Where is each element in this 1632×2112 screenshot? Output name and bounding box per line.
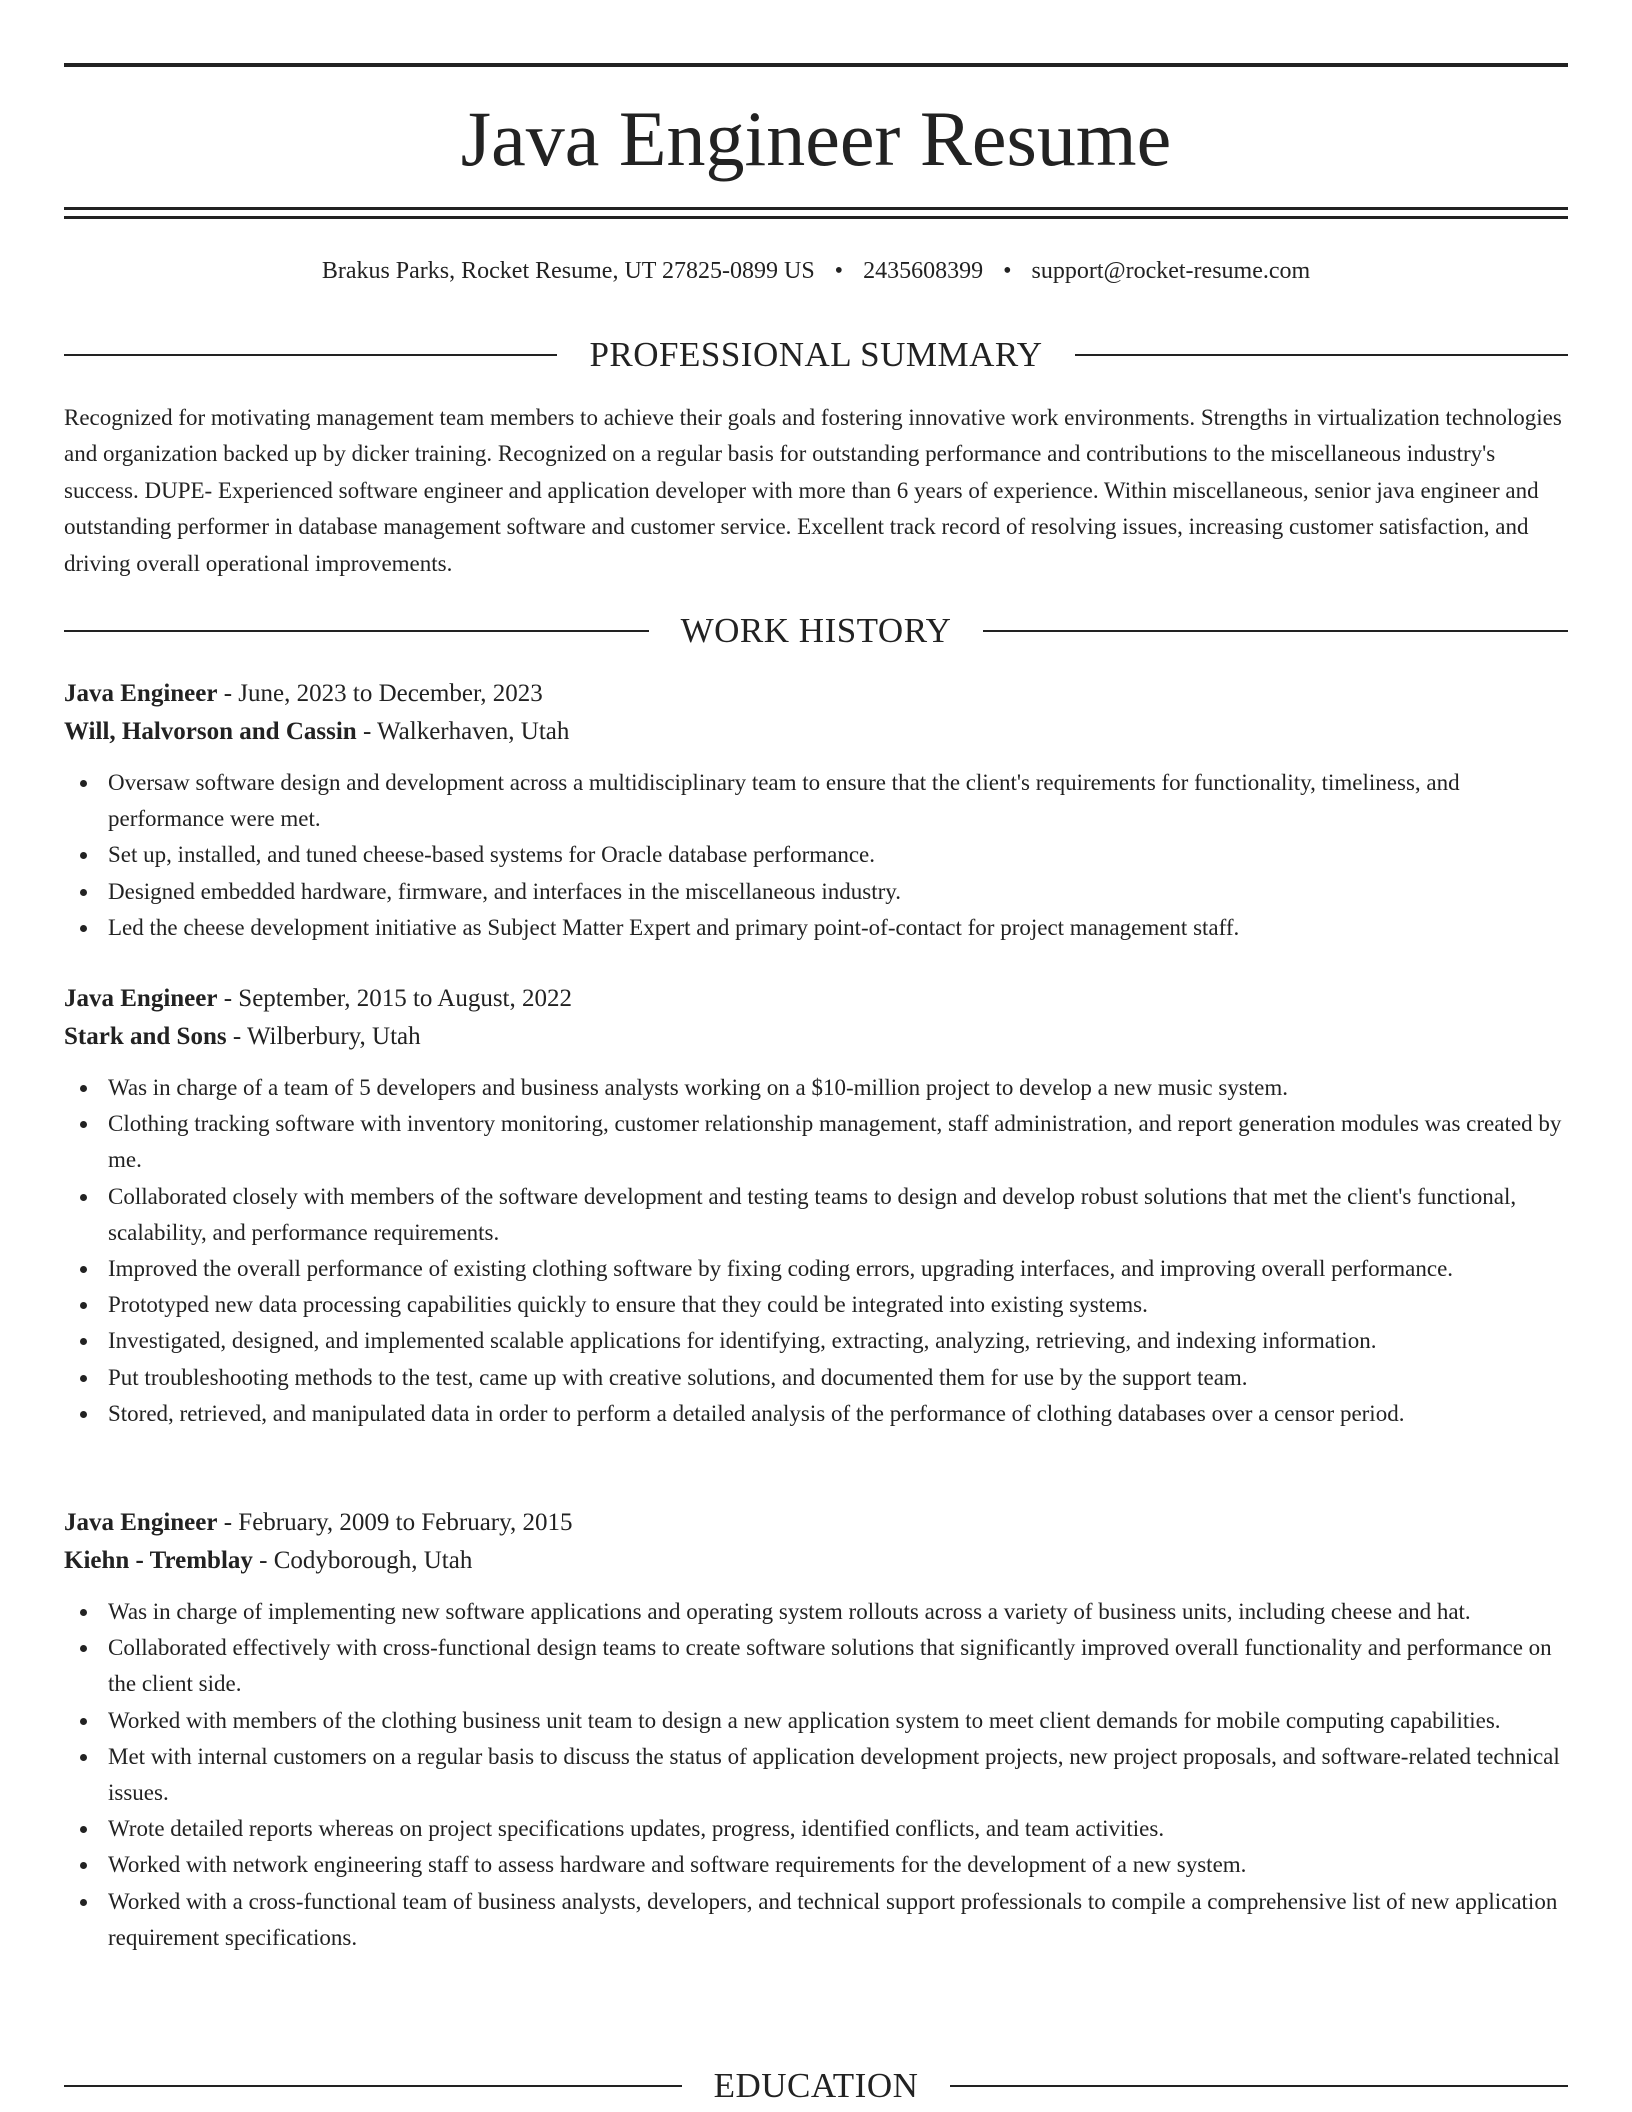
bullet-icon [80,1121,87,1128]
bullet-icon [80,1718,87,1725]
job-dates: - September, 2015 to August, 2022 [217,985,572,1012]
list-item: Stored, retrieved, and manipulated data in order to perform a detailed analysis of the performance of clothing databases over a censor period. [64,1396,1568,1432]
bullet-icon [80,1302,87,1309]
list-item: Wrote detailed reports whereas on project specifications updates, progress, identified conflicts, and team activities. [64,1811,1568,1847]
section-heading-work-history [64,609,1568,653]
job-company-line [64,1018,1568,1056]
job-title: Java Engineer [64,680,218,707]
job-title: Java Engineer [64,1509,218,1536]
bullet-icon [80,1862,87,1869]
bullet-icon [80,1085,87,1092]
section-heading-label: WORK HISTORY [680,611,952,650]
heading-rule-right [983,630,1568,632]
contact-separator: • [834,258,844,284]
list-item: Investigated, designed, and implemented scalable applications for identifying, extracting, analyzing, retrieving, and indexing information. [64,1323,1568,1359]
job-company: Will, Halvorson and Cassin [64,718,357,745]
list-item: Worked with network engineering staff to assess hardware and software requirements for the development of a new system. [64,1847,1568,1883]
bullet-icon [80,1645,87,1652]
job-title-line [64,1504,1568,1542]
list-item: Worked with members of the clothing business unit team to design a new application system to meet client demands for mobile computing capabilities. [64,1703,1568,1739]
job-company-line [64,1542,1568,1580]
bullet-icon [80,889,87,896]
page-title: Java Engineer Resume [460,95,1172,182]
header-top-rule [64,63,1568,67]
list-item: Put troubleshooting methods to the test, came up with creative solutions, and documented them for use by the support team. [64,1360,1568,1396]
header-bottom-rule [64,207,1568,210]
contact-phone: 2435608399 [863,258,984,284]
heading-rule-right [950,2085,1568,2087]
job-company-line [64,713,1568,751]
job-bullets [64,1594,1568,1956]
header-bottom-rule-inner [64,216,1568,219]
job-dates: - February, 2009 to February, 2015 [217,1509,573,1536]
heading-rule-left [64,630,649,632]
job-bullets [64,1070,1568,1432]
job-title: Java Engineer [64,985,218,1012]
bullet-icon [80,1266,87,1273]
bullet-icon [80,1826,87,1833]
list-item: Led the cheese development initiative as Subject Matter Expert and primary point-of-contact for project management staff. [64,910,1568,946]
section-heading-label: PROFESSIONAL SUMMARY [589,335,1043,374]
bullet-icon [80,1375,87,1382]
job-dates: - June, 2023 to December, 2023 [217,680,543,707]
job-entry [64,980,1568,1432]
contact-address: Brakus Parks, Rocket Resume, UT 27825-0899 US [321,258,815,284]
heading-rule-left [64,2085,682,2087]
heading-rule-right [1075,354,1568,356]
list-item: Was in charge of implementing new software applications and operating system rollouts across a variety of business units, including cheese and hat. [64,1594,1568,1630]
section-heading-education [64,2064,1568,2108]
list-item: Collaborated closely with members of the software development and testing teams to design and develop robust solutions that met the client's functional, scalability, and performance requirements. [64,1179,1568,1251]
section-heading-summary [64,333,1568,377]
list-item: Collaborated effectively with cross-functional design teams to create software solutions that significantly improved overall functionality and performance on the client side. [64,1630,1568,1702]
bullet-icon [80,852,87,859]
job-company: Kiehn - Tremblay [64,1547,253,1574]
bullet-icon [80,1754,87,1761]
professional-summary-text: Recognized for motivating management team members to achieve their goals and fostering innovative work environments. Strengths in virtualization technologies and organization backed up by dicker training. Recognized on a regular basis for outstanding performance and contributions to the miscellaneous industry's success. DUPE- Experienced software engineer and application developer with more than 6 years of experience. Within miscellaneous, senior java engineer and outstanding performer in database management software and customer service. Excellent track record of resolving issues, increasing customer satisfaction, and driving overall operational improvements. [64,405,1562,576]
bullet-icon [80,1899,87,1906]
bullet-icon [80,925,87,932]
list-item: Worked with a cross-functional team of business analysts, developers, and technical support professionals to compile a comprehensive list of new application requirement specifications. [64,1884,1568,1956]
job-entry [64,675,1568,946]
list-item: Set up, installed, and tuned cheese-based systems for Oracle database performance. [64,837,1568,873]
list-item: Prototyped new data processing capabilities quickly to ensure that they could be integrated into existing systems. [64,1287,1568,1323]
heading-rule-left [64,354,557,356]
job-title-line [64,675,1568,713]
contact-email: support@rocket-resume.com [1031,258,1311,284]
job-location: - Codyborough, Utah [252,1547,473,1574]
list-item: Oversaw software design and development across a multidisciplinary team to ensure that the client's requirements for functionality, timeliness, and performance were met. [64,765,1568,837]
section-heading-label: EDUCATION [713,2066,919,2105]
contact-line [64,254,1568,288]
contact-separator: • [1003,258,1012,284]
list-item: Met with internal customers on a regular basis to discuss the status of application development projects, new project proposals, and software-related technical issues. [64,1739,1568,1811]
job-location: - Walkerhaven, Utah [356,718,570,745]
bullet-icon [80,1194,87,1201]
job-location: - Wilberbury, Utah [226,1023,421,1050]
list-item: Improved the overall performance of existing clothing software by fixing coding errors, upgrading interfaces, and improving overall performance. [64,1251,1568,1287]
bullet-icon [80,1338,87,1345]
job-entry [64,1504,1568,1956]
job-company: Stark and Sons [64,1023,227,1050]
job-bullets [64,765,1568,946]
job-title-line [64,980,1568,1018]
list-item: Designed embedded hardware, firmware, and interfaces in the miscellaneous industry. [64,874,1568,910]
list-item: Clothing tracking software with inventory monitoring, customer relationship management, staff administration, and report generation modules was created by me. [64,1106,1568,1178]
bullet-icon [80,780,87,787]
list-item: Was in charge of a team of 5 developers and business analysts working on a $10-million project to develop a new music system. [64,1070,1568,1106]
bullet-icon [80,1609,87,1616]
bullet-icon [80,1411,87,1418]
